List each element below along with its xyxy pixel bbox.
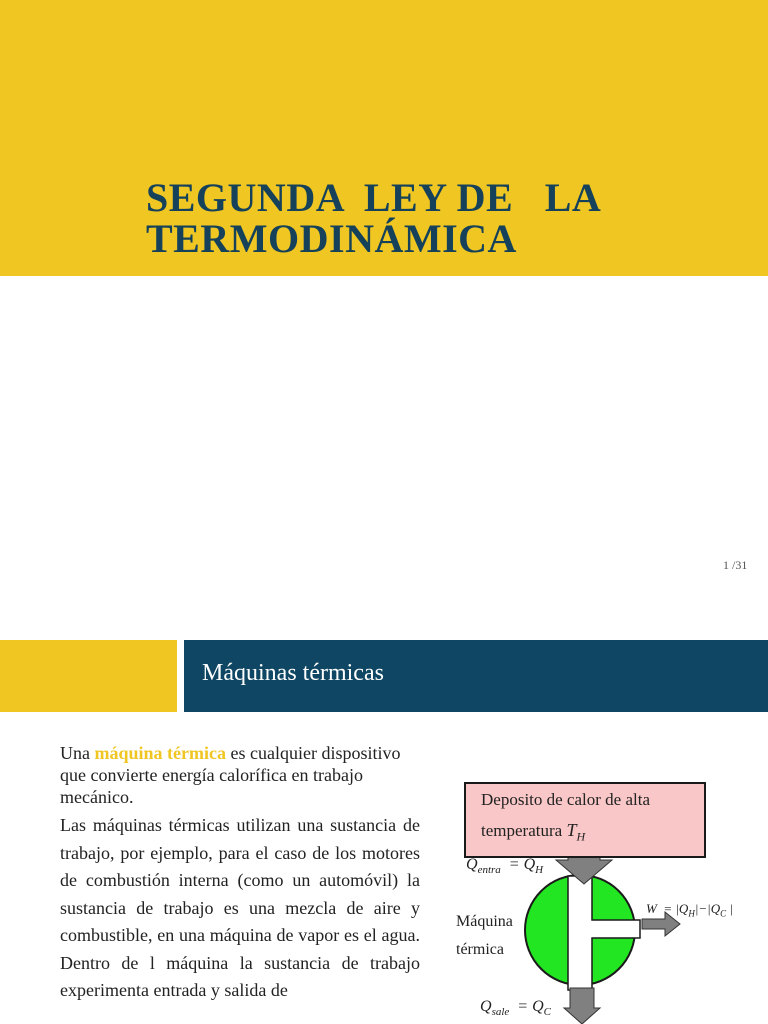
hot-reservoir-label: Deposito de calor de alta — [481, 790, 650, 809]
q-sale-sub: sale — [491, 1006, 510, 1019]
engine-label-line-2: térmica — [456, 941, 504, 958]
header-accent-block — [0, 640, 177, 712]
th-sub: H — [576, 829, 586, 844]
heat-output-equation — [480, 998, 551, 1018]
work-eq-sub-h: H — [688, 908, 695, 919]
work-eq-end: | — [726, 901, 733, 916]
work-eq-sub-c: C — [720, 908, 727, 919]
hot-reservoir-box — [464, 782, 706, 858]
intro-text-end: es cualquier dispositivo que convierte energía calorífica en trabajo mecánico. — [60, 743, 401, 807]
highlight-term: máquina térmica — [94, 743, 226, 763]
work-eq-mid: |−|Q — [694, 901, 721, 916]
q-sale-rhs: = Q — [509, 998, 544, 1015]
temperature-label: temperatura — [481, 821, 567, 840]
work-equation — [646, 901, 733, 919]
q-sale-symbol: Q — [480, 998, 492, 1015]
engine-label-line-1: Máquina — [456, 913, 513, 930]
q-h-sub: H — [535, 864, 544, 877]
q-symbol: Q — [466, 856, 478, 873]
engine-label — [456, 908, 513, 964]
section-title: Máquinas térmicas — [202, 660, 384, 686]
heat-input-equation — [466, 856, 543, 876]
intro-paragraph — [60, 742, 420, 808]
th-symbol — [566, 820, 586, 844]
heat-output-arrow — [564, 988, 600, 1024]
th-main: T — [566, 820, 577, 840]
body-text — [60, 742, 420, 1005]
body-paragraph: Las máquinas térmicas utilizan una sustancia de trabajo, por ejemplo, para el caso de los motores de combustión interna (como un automóvil) la sustancia de trabajo es una mezcla de aire y combustible, en una máquina de vapor es el agua. Dentro de l máquina la sustancia de trabajo experimenta entrada y salida de — [60, 815, 420, 1000]
hot-reservoir-label-2 — [481, 820, 585, 845]
slide-2 — [0, 590, 768, 1024]
work-eq-start: W = |Q — [646, 901, 689, 916]
slide-title-line-2: TERMODINÁMICA — [146, 216, 517, 261]
heat-engine-diagram — [520, 840, 690, 1024]
q-entra-sub: entra — [477, 864, 501, 877]
page-counter: 1 /31 — [723, 558, 748, 572]
q-c-sub: C — [543, 1006, 551, 1019]
intro-text-start: Una — [60, 743, 95, 763]
slide-title-line-1: SEGUNDA LEY DE LA — [146, 175, 602, 220]
q-entra-rhs: = Q — [500, 856, 536, 873]
